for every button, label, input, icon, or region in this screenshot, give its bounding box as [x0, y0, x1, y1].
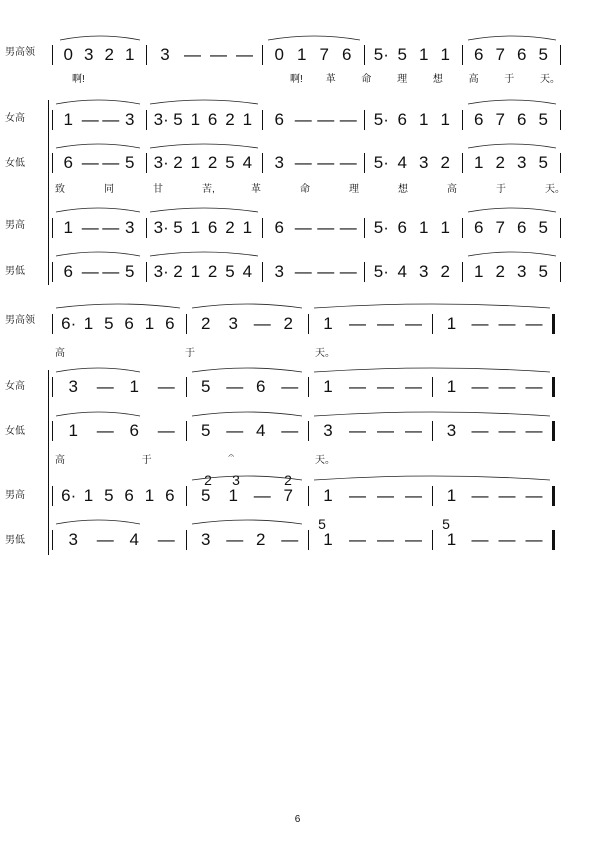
slur-arc: [150, 208, 258, 212]
note: 6: [274, 218, 284, 237]
slur-arc: [56, 304, 180, 308]
slur-arc: [314, 476, 550, 480]
part-label-tenor-2: 男高: [5, 490, 25, 501]
note: 2: [207, 153, 218, 172]
note: —: [102, 218, 120, 237]
note: 2: [256, 530, 266, 549]
note: —: [157, 377, 175, 396]
note: —: [498, 377, 516, 396]
note: 5·: [373, 110, 389, 129]
note: —: [377, 530, 394, 549]
lyric-syllable: 于: [185, 348, 195, 359]
note: 4: [397, 262, 407, 281]
note: 2: [173, 153, 183, 172]
note: —: [226, 530, 244, 549]
slur-arc: [56, 412, 140, 416]
slur-arc: [468, 252, 556, 256]
upper-note: 2: [204, 472, 212, 488]
note: 3: [419, 262, 429, 281]
note: —: [498, 314, 516, 333]
note: 5: [538, 218, 548, 237]
note: 1: [474, 153, 484, 172]
note: —: [525, 486, 543, 505]
note: —: [294, 110, 312, 129]
note: 6·: [61, 314, 77, 333]
note: —: [102, 110, 120, 129]
note: 7: [283, 486, 293, 505]
note: 5: [201, 421, 211, 440]
note: 3: [68, 377, 78, 396]
note: 1: [144, 314, 155, 333]
note: 6: [207, 110, 218, 129]
slur-arc: [60, 36, 140, 40]
lyric-syllable: 高: [468, 74, 479, 85]
note: 1: [242, 218, 253, 237]
note: —: [525, 377, 543, 396]
note: 6: [124, 314, 134, 333]
note: —: [498, 530, 516, 549]
note: —: [349, 530, 366, 549]
note: 6: [207, 218, 218, 237]
note: 6: [517, 45, 527, 64]
lyric-syllable: 啊!: [72, 74, 85, 85]
note: 5·: [373, 262, 389, 281]
note: —: [339, 110, 357, 129]
note: 5: [201, 377, 211, 396]
note: 6: [63, 153, 73, 172]
note: —: [157, 421, 175, 440]
note: 2: [283, 314, 293, 333]
note: —: [81, 110, 99, 129]
note: 1: [419, 45, 429, 64]
note: 3·: [153, 262, 169, 281]
note: 1: [297, 45, 307, 64]
note: —: [405, 377, 422, 396]
note: 2: [440, 262, 450, 281]
note: 3·: [153, 153, 169, 172]
note: 5·: [373, 153, 389, 172]
note: 4: [242, 262, 253, 281]
slur-arc: [56, 144, 140, 148]
note: —: [102, 262, 120, 281]
note: 6: [165, 486, 175, 505]
note: 5: [225, 262, 235, 281]
lyric-syllable: 命: [300, 184, 310, 195]
note: 1: [129, 377, 139, 396]
slur-arc: [56, 208, 140, 212]
note: 5: [125, 153, 135, 172]
note: 5·: [373, 45, 389, 64]
note: 1: [190, 110, 201, 129]
note: —: [210, 45, 227, 64]
note: —: [498, 486, 516, 505]
note: 3: [446, 421, 457, 440]
note: 5: [201, 486, 211, 505]
note: 7: [495, 110, 505, 129]
lyric-syllable: 命: [361, 74, 372, 85]
note: 2: [495, 153, 505, 172]
note: 1: [323, 530, 333, 549]
note: 3: [84, 45, 94, 64]
note: —: [226, 377, 244, 396]
lyric-syllable: 想: [432, 74, 443, 85]
note: —: [405, 486, 422, 505]
note: —: [253, 486, 271, 505]
note: —: [317, 110, 335, 129]
note: 3: [517, 262, 527, 281]
note: 6: [274, 110, 284, 129]
note: 2: [225, 218, 235, 237]
slur-arc: [268, 36, 360, 40]
note: —: [339, 153, 357, 172]
lyric-syllable: 天。: [540, 74, 560, 85]
note: 1: [323, 377, 333, 396]
lyric-syllable: 天。: [545, 184, 565, 195]
note: 3: [274, 262, 284, 281]
note: —: [349, 486, 366, 505]
slur-arc: [56, 368, 140, 372]
note: —: [96, 377, 114, 396]
note: 0: [63, 45, 73, 64]
note: 5: [104, 314, 114, 333]
note: —: [405, 314, 422, 333]
note: 6·: [61, 486, 77, 505]
note: 3: [201, 530, 211, 549]
lyric-syllable: 𝄐: [228, 451, 234, 462]
lyric-syllable: 理: [349, 184, 359, 195]
note: 6: [256, 377, 266, 396]
note: 3: [125, 218, 135, 237]
lyric-syllable: 理: [397, 74, 408, 85]
slur-arc: [192, 412, 302, 416]
note: 3: [160, 45, 170, 64]
note: —: [349, 421, 366, 440]
note: 6: [397, 110, 407, 129]
note: 1: [68, 421, 78, 440]
note: 1: [446, 530, 457, 549]
part-label-lead-tenor: 男高领: [5, 47, 35, 58]
note: —: [377, 421, 394, 440]
note: 5: [173, 218, 183, 237]
note: 6: [474, 110, 484, 129]
note: —: [184, 45, 201, 64]
slur-arc: [56, 252, 140, 256]
note: 3·: [153, 110, 169, 129]
note: 1: [446, 377, 457, 396]
slur-arc: [314, 368, 550, 372]
note: 1: [446, 314, 457, 333]
note: —: [377, 377, 394, 396]
part-label-alto: 女低: [5, 158, 25, 169]
note: 2: [225, 110, 235, 129]
note: 1: [63, 218, 73, 237]
note: 1: [419, 218, 429, 237]
note: 6: [342, 45, 352, 64]
note: —: [317, 262, 335, 281]
note: 6: [517, 218, 527, 237]
upper-note: 3: [232, 472, 240, 488]
slur-arc: [314, 304, 550, 308]
note: 1: [190, 153, 201, 172]
note: —: [281, 421, 299, 440]
note: 1: [440, 218, 450, 237]
slur-arc: [468, 144, 556, 148]
note: 7: [319, 45, 329, 64]
slur-arc: [192, 476, 302, 480]
note: 5: [225, 153, 235, 172]
note: 3: [274, 153, 284, 172]
note: —: [253, 314, 271, 333]
slur-arc: [314, 412, 550, 416]
note: —: [339, 218, 357, 237]
lyric-syllable: 同: [104, 184, 114, 195]
note: 1: [144, 486, 155, 505]
lyric-syllable: 甘: [153, 184, 163, 195]
lyric-syllable: 于: [141, 455, 152, 466]
note: —: [317, 153, 335, 172]
slur-arc: [468, 100, 556, 104]
slur-arc: [56, 100, 140, 104]
lyric-syllable: 高: [55, 455, 65, 466]
note: 1: [228, 486, 238, 505]
note: 6: [124, 486, 134, 505]
note: —: [294, 262, 312, 281]
note: —: [349, 377, 366, 396]
note: 5: [104, 486, 114, 505]
note: —: [377, 314, 394, 333]
note: —: [471, 377, 489, 396]
note: 1: [419, 110, 429, 129]
note: —: [349, 314, 366, 333]
lyric-syllable: 革: [325, 74, 336, 85]
part-label-alto-2: 女低: [5, 426, 25, 437]
note: 4: [242, 153, 253, 172]
note: —: [405, 530, 422, 549]
note: 6: [474, 45, 484, 64]
note: 2: [173, 262, 183, 281]
slur-arc: [150, 100, 258, 104]
note: —: [405, 421, 422, 440]
part-label-tenor: 男高: [5, 220, 25, 231]
lyric-syllable: 致: [55, 184, 65, 195]
note: —: [294, 153, 312, 172]
page-number: 6: [294, 814, 301, 825]
lyric-syllable: 革: [251, 184, 261, 195]
note: 5: [538, 45, 548, 64]
note: —: [157, 530, 175, 549]
lyric-syllable: 天。: [315, 455, 335, 466]
slur-arc: [150, 252, 258, 256]
lyric-syllable: 于: [504, 74, 515, 85]
note: 1: [190, 218, 201, 237]
note: 1: [83, 486, 94, 505]
lyric-syllable: 苦,: [202, 184, 215, 195]
note: 1: [474, 262, 484, 281]
note: —: [236, 45, 253, 64]
note: 1: [440, 110, 450, 129]
part-label-lead-tenor-2: 男高领: [5, 315, 35, 326]
note: —: [471, 314, 489, 333]
note: 3: [323, 421, 333, 440]
note: 2: [440, 153, 450, 172]
note: —: [471, 421, 489, 440]
note: —: [525, 314, 543, 333]
note: —: [317, 218, 335, 237]
note: 1: [440, 45, 450, 64]
upper-note: 5: [442, 516, 450, 532]
slur-arc: [192, 520, 302, 524]
note: 5: [397, 45, 407, 64]
note: 1: [242, 110, 253, 129]
note: 4: [129, 530, 139, 549]
note: —: [96, 421, 114, 440]
note: 6: [474, 218, 484, 237]
note: 3·: [153, 218, 169, 237]
note: 5: [538, 262, 548, 281]
part-label-soprano: 女高: [5, 113, 25, 124]
slur-arc: [56, 520, 140, 524]
part-label-bass: 男低: [5, 266, 25, 277]
note: —: [81, 262, 99, 281]
note: 7: [495, 45, 505, 64]
note: 2: [104, 45, 114, 64]
note: 6: [63, 262, 73, 281]
note: 3: [517, 153, 527, 172]
note: 1: [323, 314, 333, 333]
lyric-syllable: 天。: [315, 348, 335, 359]
note: —: [377, 486, 394, 505]
note: 1: [323, 486, 333, 505]
lyric-syllable: 于: [496, 184, 506, 195]
lyric-syllable: 想: [398, 184, 408, 195]
note: 2: [207, 262, 218, 281]
note: 0: [274, 45, 284, 64]
note: 6: [397, 218, 407, 237]
note: —: [281, 377, 299, 396]
note: 7: [495, 218, 505, 237]
note: 5: [538, 110, 548, 129]
note: —: [525, 530, 543, 549]
slur-arc: [192, 368, 302, 372]
lyric-syllable: 高: [55, 348, 65, 359]
note: —: [471, 486, 489, 505]
note: 1: [83, 314, 94, 333]
note: —: [525, 421, 543, 440]
note: 2: [495, 262, 505, 281]
slur-arc: [468, 36, 556, 40]
note: 5: [173, 110, 183, 129]
note: —: [498, 421, 516, 440]
upper-note: 5: [318, 516, 326, 532]
note: 5: [125, 262, 135, 281]
lyric-syllable: 高: [447, 184, 457, 195]
part-label-soprano-2: 女高: [5, 381, 25, 392]
slur-arc: [468, 208, 556, 212]
note: 5: [538, 153, 548, 172]
note: 6: [129, 421, 139, 440]
note: 3: [419, 153, 429, 172]
note: 3: [68, 530, 78, 549]
note: 1: [125, 45, 135, 64]
note: —: [294, 218, 312, 237]
note: 1: [190, 262, 201, 281]
slur-arc: [150, 144, 258, 148]
note: —: [102, 153, 120, 172]
note: —: [339, 262, 357, 281]
note: —: [471, 530, 489, 549]
note: 1: [446, 486, 457, 505]
note: 4: [397, 153, 407, 172]
lyric-syllable: 啊!: [290, 74, 303, 85]
note: 6: [517, 110, 527, 129]
note: 6: [165, 314, 175, 333]
note: —: [96, 530, 114, 549]
note: 1: [63, 110, 73, 129]
note: 4: [256, 421, 266, 440]
note: 3: [228, 314, 238, 333]
note: —: [81, 153, 99, 172]
note: —: [226, 421, 244, 440]
note: —: [281, 530, 299, 549]
note: —: [81, 218, 99, 237]
note: 3: [125, 110, 135, 129]
note: 5·: [373, 218, 389, 237]
part-label-bass-2: 男低: [5, 535, 25, 546]
note: 2: [201, 314, 211, 333]
slur-arc: [192, 304, 302, 308]
upper-note: 2: [284, 472, 292, 488]
